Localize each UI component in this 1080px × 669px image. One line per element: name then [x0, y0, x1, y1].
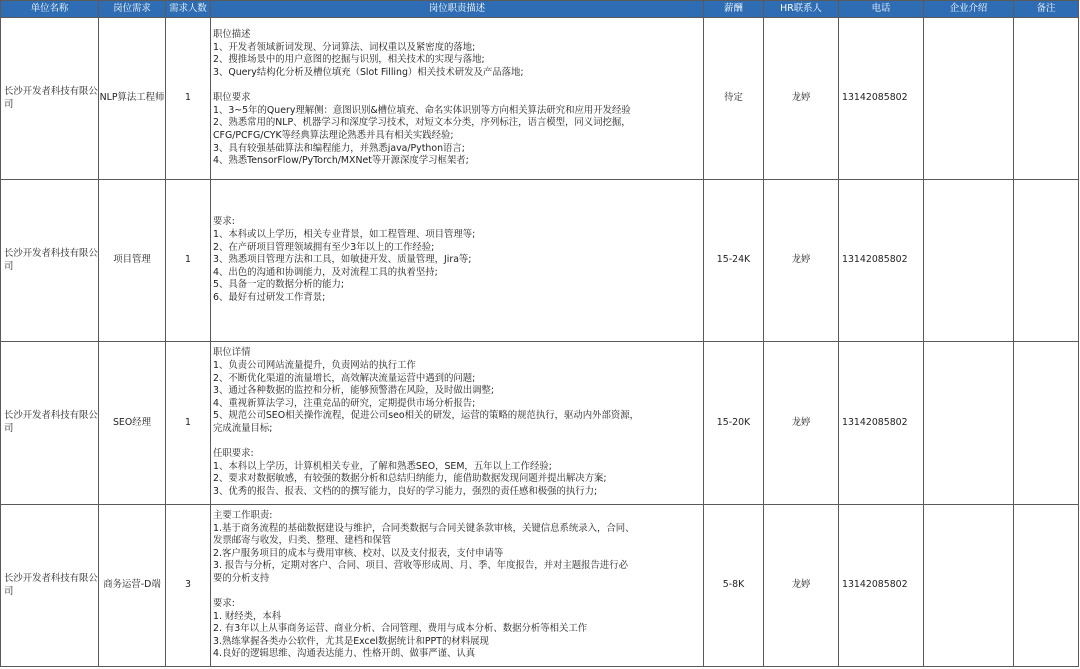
description-line: 2、熟悉常用的NLP、机器学习和深度学习技术，对短文本分类，序列标注，语言模型，同义词挖掘，	[213, 117, 631, 129]
company-cell: 长沙开发者科技有限公司	[1, 180, 99, 342]
header-phone: 电话	[839, 1, 924, 18]
description-line: 2. 有3年以上从事商务运营、商业分析、合同管理、费用与成本分析、数据分析等相关工作	[213, 623, 588, 635]
header-description: 岗位职责描述	[211, 1, 704, 18]
description-line: 1. 财经类，本科	[213, 610, 282, 622]
note-cell	[1014, 180, 1079, 342]
description-cell	[211, 505, 704, 667]
description-line: 5、规范公司SEO相关操作流程，促进公司seo相关的研发，运营的策略的规范执行，驱动内外部资源，	[213, 410, 639, 422]
description-line	[213, 586, 701, 599]
description-line: 要求:	[213, 598, 235, 610]
phone-cell: 13142085802	[839, 505, 924, 667]
description-line: 4、重视新算法学习，注重竞品的研究，定期提供市场分析报告;	[213, 397, 476, 409]
salary-cell: 待定	[704, 18, 764, 180]
header-row	[1, 1, 1079, 18]
description-line: 1.基于商务流程的基础数据建设与维护，合同类数据与合同关键条款审核，关键信息系统录入，合同、	[213, 522, 635, 534]
description-line: 任职要求:	[213, 448, 254, 460]
position-cell: 商务运营-D端	[99, 505, 166, 667]
description-cell	[211, 342, 704, 505]
note-cell	[1014, 342, 1079, 505]
description-line: 2、在产研项目管理领域拥有至少3年以上的工作经验;	[213, 241, 435, 253]
salary-cell: 15-24K	[704, 180, 764, 342]
position-cell: 项目管理	[99, 180, 166, 342]
count-cell: 3	[166, 505, 211, 667]
description-line: 1、开发者领域新词发现、分词算法、词权重以及紧密度的落地;	[213, 41, 476, 53]
description-line: CFG/PCFG/CYK等经典算法理论熟悉并具有相关实践经验;	[213, 129, 454, 141]
description-line: 要求:	[213, 216, 235, 228]
phone-cell: 13142085802	[839, 342, 924, 505]
description-line: 6、最好有过研发工作背景;	[213, 291, 326, 303]
header-position: 岗位需求	[99, 1, 166, 18]
description-cell	[211, 180, 704, 342]
header-hr-contact: HR联系人	[764, 1, 839, 18]
description-line: 完成流量目标;	[213, 423, 273, 434]
table-row	[1, 342, 1079, 505]
description-line: 3、熟悉项目管理方法和工具，如敏捷开发、质量管理，Jira等;	[213, 254, 472, 266]
company-cell: 长沙开发者科技有限公司	[1, 342, 99, 505]
hr-contact-cell: 龙婷	[764, 18, 839, 180]
header-company: 单位名称	[1, 1, 99, 18]
description-line: 主要工作职责:	[213, 509, 273, 521]
phone-cell: 13142085802	[839, 18, 924, 180]
description-line	[213, 436, 701, 449]
description-line: 1、本科以上学历，计算机相关专业，了解和熟悉SEO，SEM，五年以上工作经验;	[213, 460, 552, 472]
header-note: 备注	[1014, 1, 1079, 18]
description-line: 4.良好的逻辑思维、沟通表达能力、性格开朗、做事严谨、认真	[213, 648, 476, 660]
description-line: 4、熟悉TensorFlow/PyTorch/MXNet等开源深度学习框架者;	[213, 155, 469, 167]
phone-cell: 13142085802	[839, 180, 924, 342]
description-line: 2.客户服务项目的成本与费用审核、校对、以及支付报表，支付申请等	[213, 547, 504, 559]
description-line: 1、3~5年的Query理解侧：意图识别&槽位填充、命名实体识别等方向相关算法研究和应用开发经验	[213, 104, 631, 116]
salary-cell: 5-8K	[704, 505, 764, 667]
position-cell: NLP算法工程师	[99, 18, 166, 180]
description-line: 2、要求对数据敏感，有较强的数据分析和总结归纳能力，能借助数据发现问题并提出解决方案;	[213, 473, 607, 485]
description-line: 2、不断优化渠道的流量增长，高效解决流量运营中遇到的问题;	[213, 372, 476, 384]
header-salary: 薪酬	[704, 1, 764, 18]
description-line: 发票邮寄与收发，归类、整理、建档和保管	[213, 535, 392, 547]
description-line: 职位描述	[213, 29, 251, 41]
salary-cell: 15-20K	[704, 342, 764, 505]
position-cell: SEO经理	[99, 342, 166, 505]
table-row	[1, 180, 1079, 342]
header-company-intro: 企业介绍	[924, 1, 1014, 18]
note-cell	[1014, 505, 1079, 667]
description-line: 3. 报告与分析，定期对客户、合同、项目、营收等形成周、月、季、年度报告，并对主题报告进行必	[213, 560, 629, 572]
company-cell: 长沙开发者科技有限公司	[1, 18, 99, 180]
hr-contact-cell: 龙婷	[764, 180, 839, 342]
description-line: 4、出色的沟通和协调能力，及对流程工具的执着坚持;	[213, 266, 438, 278]
company-intro-cell	[924, 342, 1014, 505]
description-line: 2、搜推场景中的用户意图的挖掘与识别，相关技术的实现与落地;	[213, 54, 485, 66]
description-cell	[211, 18, 704, 180]
header-count: 需求人数	[166, 1, 211, 18]
description-line: 3.熟练掌握各类办公软件，尤其是Excel数据统计和PPT的材料展现	[213, 635, 489, 647]
count-cell: 1	[166, 18, 211, 180]
description-line: 1、本科或以上学历，相关专业背景，如工程管理、项目管理等;	[213, 229, 476, 241]
description-line: 要的分析支持	[213, 572, 270, 584]
note-cell	[1014, 18, 1079, 180]
company-intro-cell	[924, 180, 1014, 342]
description-line: 3、具有较强基础算法和编程能力，并熟悉java/Python语言;	[213, 142, 465, 154]
description-line: 1、负责公司网站流量提升，负责网站的执行工作	[213, 360, 416, 372]
description-line: 3、Query结构化分析及槽位填充（Slot Filling）相关技术研发及产品落地;	[213, 67, 524, 79]
count-cell: 1	[166, 342, 211, 505]
company-cell: 长沙开发者科技有限公司	[1, 505, 99, 667]
description-line: 3、通过各种数据的监控和分析，能够预警潜在风险，及时做出调整;	[213, 385, 495, 397]
description-line: 职位详情	[213, 347, 251, 359]
description-line: 3、优秀的报告、报表、文档的的撰写能力，良好的学习能力，强烈的责任感和极强的执行力;	[213, 485, 598, 497]
company-intro-cell	[924, 505, 1014, 667]
description-line	[213, 80, 701, 93]
description-line: 职位要求	[213, 92, 251, 104]
table-row	[1, 18, 1079, 180]
description-line: 5、具备一定的数据分析的能力;	[213, 279, 344, 291]
table-row	[1, 505, 1079, 667]
hr-contact-cell: 龙婷	[764, 505, 839, 667]
hr-contact-cell: 龙婷	[764, 342, 839, 505]
company-intro-cell	[924, 18, 1014, 180]
count-cell: 1	[166, 180, 211, 342]
